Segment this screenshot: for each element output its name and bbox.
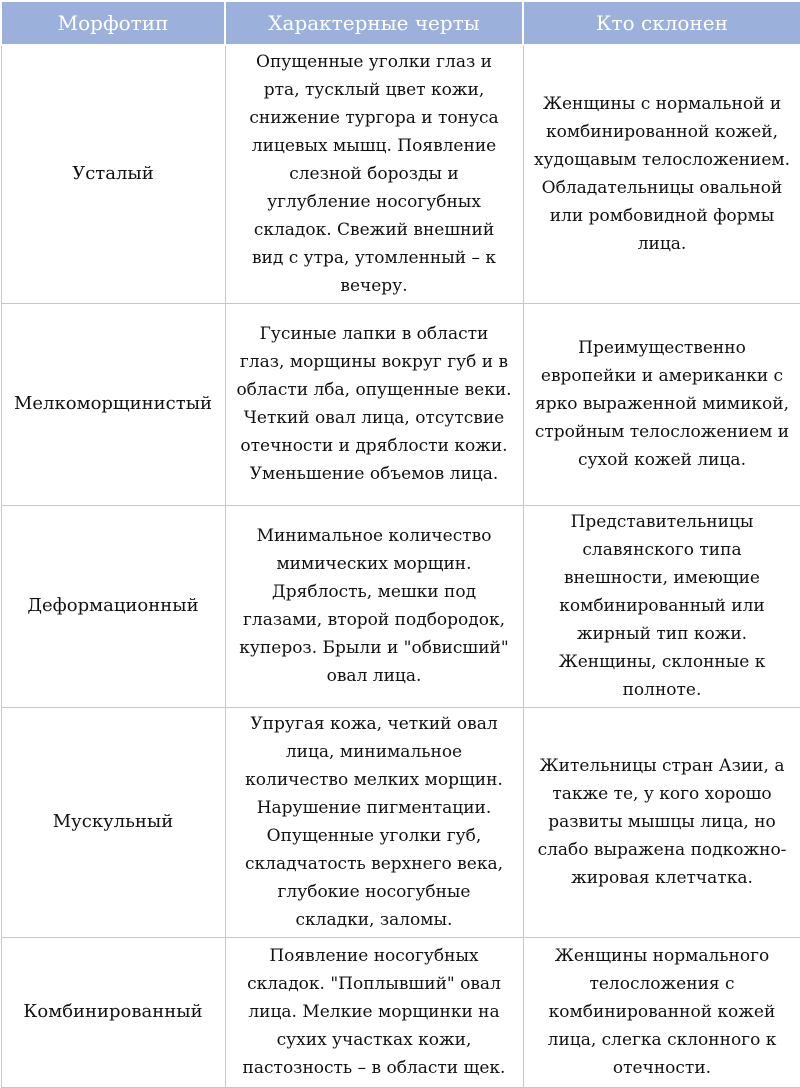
table-row bbox=[1, 303, 800, 505]
traits-cell: Минимальное количество мимических морщин. Дряблость, мешки под глазами, второй подбородок, купероз. Брыли и "обвисший" овал лица. bbox=[225, 505, 523, 707]
table-row bbox=[1, 45, 800, 303]
prone-cell: Жительницы стран Азии, а также те, у кого хорошо развиты мышцы лица, но слабо выражена подкожно-жировая клетчатка. bbox=[523, 707, 800, 937]
table-row bbox=[1, 707, 800, 937]
table-row bbox=[1, 505, 800, 707]
table-row bbox=[1, 937, 800, 1087]
morphotype-cell: Усталый bbox=[1, 45, 225, 303]
morphotype-cell: Мускульный bbox=[1, 707, 225, 937]
header-prone: Кто склонен bbox=[523, 1, 800, 45]
prone-cell: Представительницы славянского типа внешности, имеющие комбинированный или жирный тип кожи. Женщины, склонные к полноте. bbox=[523, 505, 800, 707]
header-traits: Характерные черты bbox=[225, 1, 523, 45]
header-morphotype: Морфотип bbox=[1, 1, 225, 45]
prone-cell: Женщины нормального телосложения с комбинированной кожей лица, слегка склонного к отечности. bbox=[523, 937, 800, 1087]
traits-cell: Опущенные уголки глаз и рта, тусклый цвет кожи, снижение тургора и тонуса лицевых мышц. Появление слезной борозды и углубление носогубных складок. Свежий внешний вид с утра, утомленный – к вечеру. bbox=[225, 45, 523, 303]
prone-cell: Преимущественно европейки и американки с ярко выраженной мимикой, стройным телосложением и сухой кожей лица. bbox=[523, 303, 800, 505]
morphotype-cell: Комбинированный bbox=[1, 937, 225, 1087]
table-header-row bbox=[1, 1, 800, 45]
morphotype-cell: Деформационный bbox=[1, 505, 225, 707]
morphotype-cell: Мелкоморщинистый bbox=[1, 303, 225, 505]
traits-cell: Гусиные лапки в области глаз, морщины вокруг губ и в области лба, опущенные веки. Четкий овал лица, отсутсвие отечности и дряблости кожи. Уменьшение объемов лица. bbox=[225, 303, 523, 505]
prone-cell: Женщины с нормальной и комбинированной кожей, худощавым телосложением. Обладательницы овальной или ромбовидной формы лица. bbox=[523, 45, 800, 303]
traits-cell: Появление носогубных складок. "Поплывший" овал лица. Мелкие морщинки на сухих участках кожи, пастозность – в области щек. bbox=[225, 937, 523, 1087]
traits-cell: Упругая кожа, четкий овал лица, минимальное количество мелких морщин. Нарушение пигментации. Опущенные уголки губ, складчатость верхнего века, глубокие носогубные складки, заломы. bbox=[225, 707, 523, 937]
